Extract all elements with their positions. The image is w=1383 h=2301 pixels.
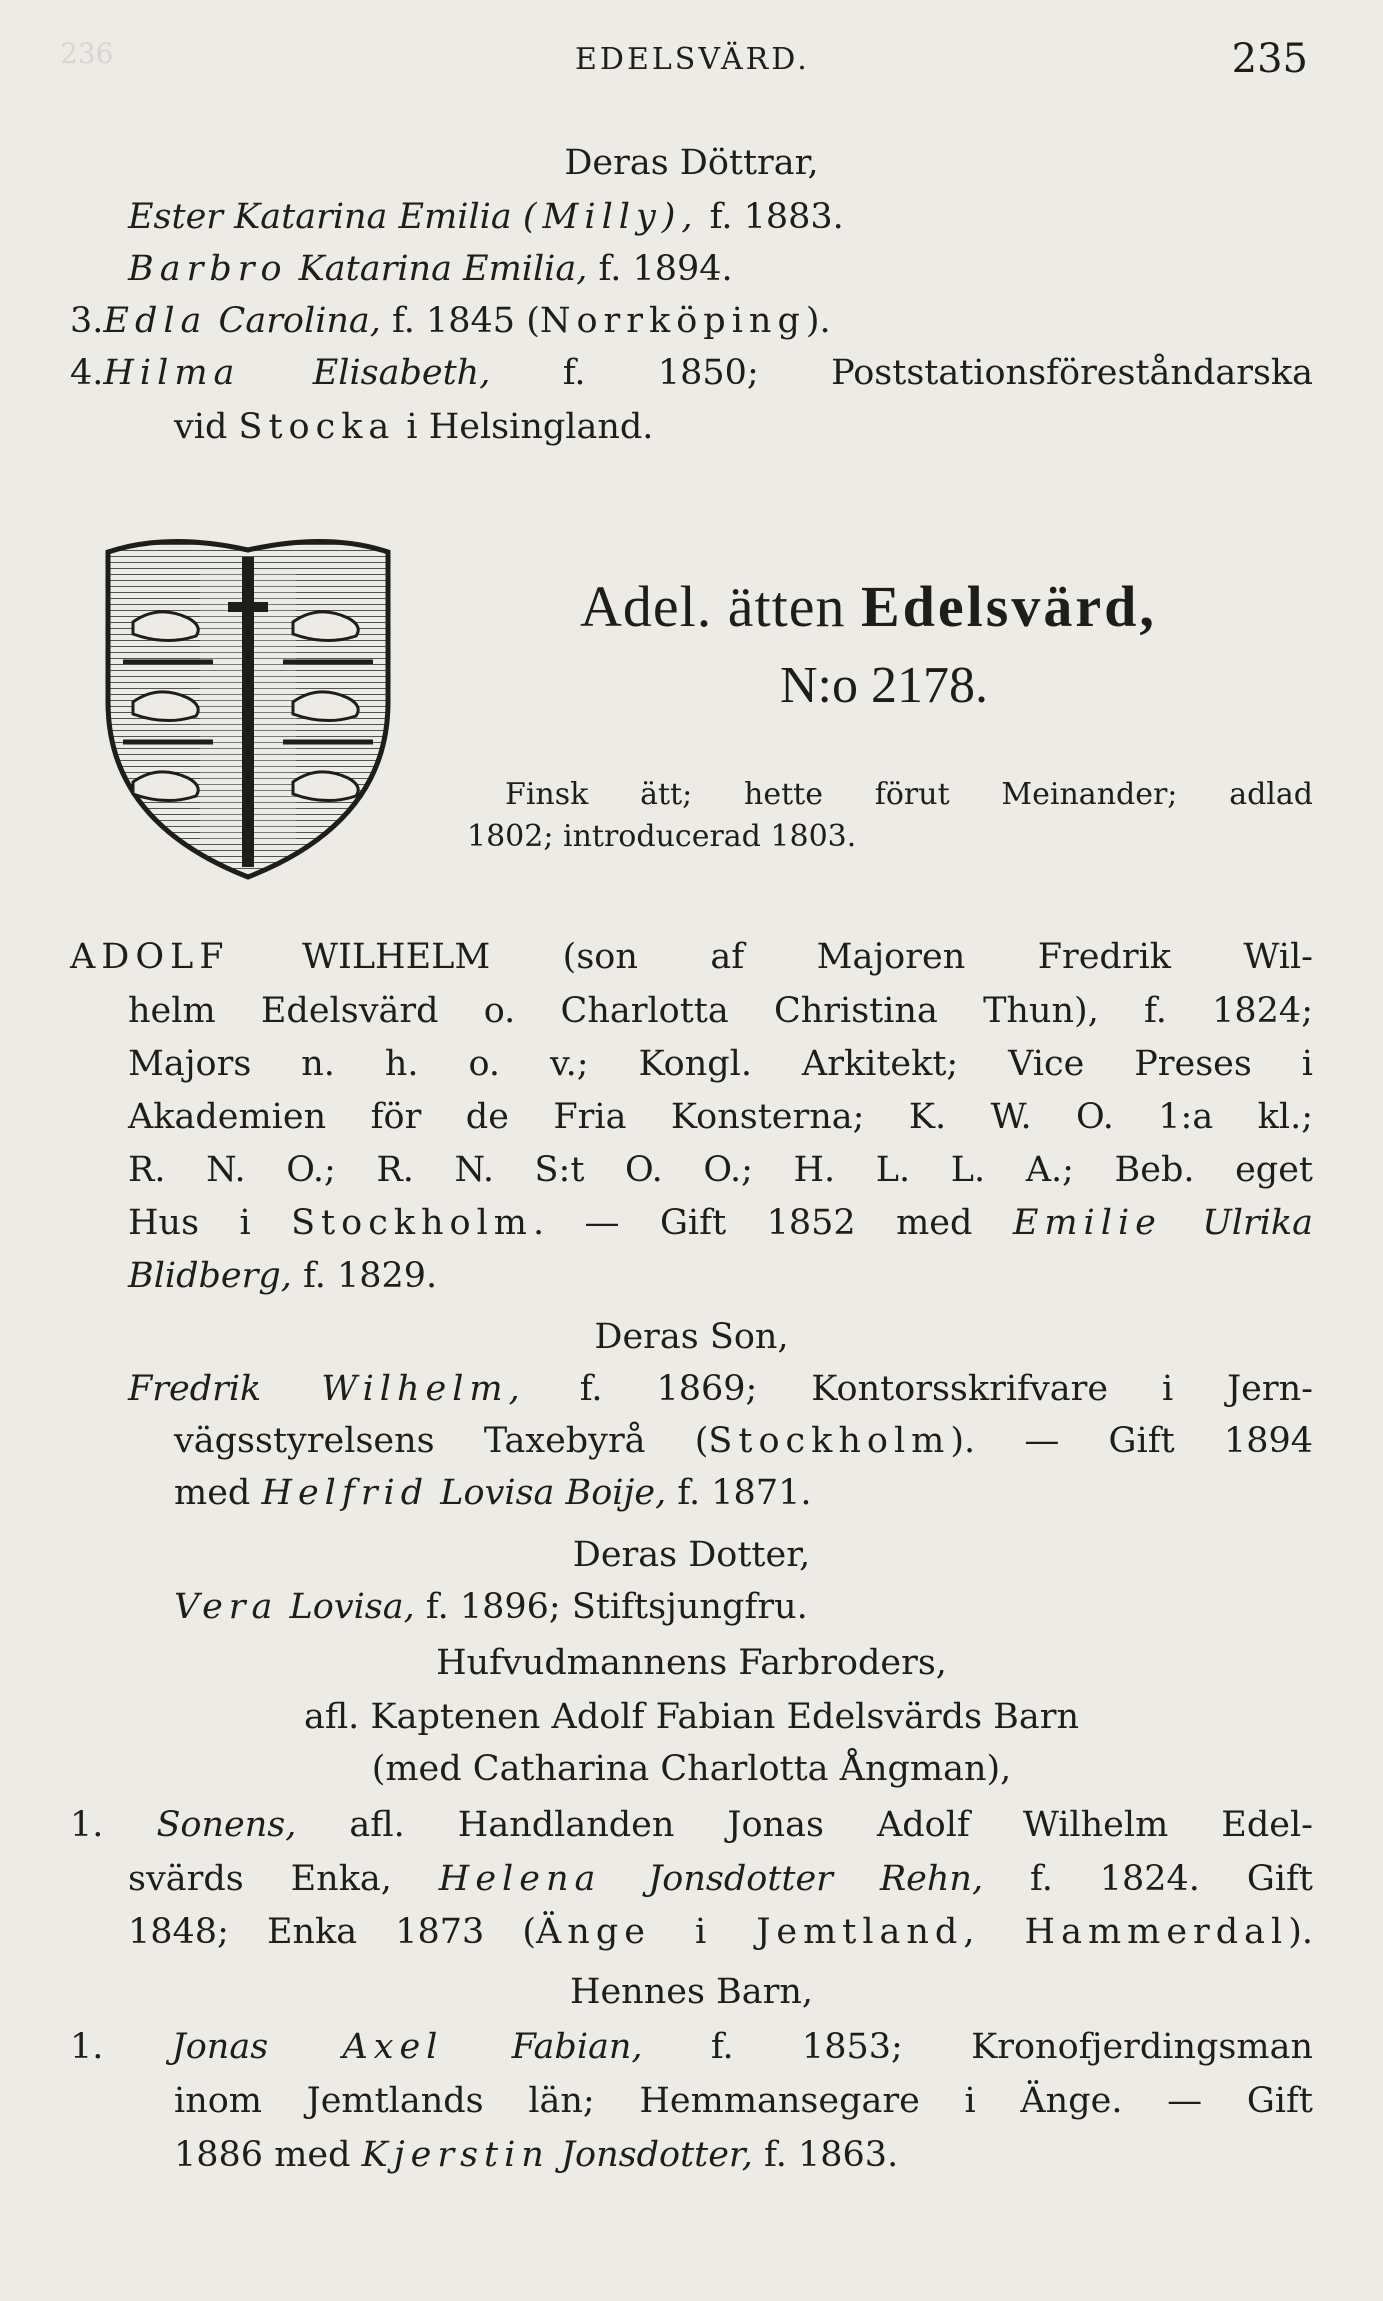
entry-line: Blidberg, f. 1829. <box>128 1256 438 1296</box>
entry-line: svärds Enka, Helena Jonsdotter Rehn, f. 1824. Gift <box>128 1859 1313 1899</box>
heading-deras-dotter: Deras Dotter, <box>572 1535 811 1575</box>
entry-line: Majors n. h. o. v.; Kongl. Arkitekt; Vice Preses i <box>128 1044 1313 1084</box>
entry-line: Hus i Stockholm. — Gift 1852 med Emilie Ulrika <box>128 1203 1313 1243</box>
entry-line: Fredrik Wilhelm, f. 1869; Kontorsskrifvare i Jern- <box>128 1369 1313 1409</box>
entry-line: 1. Sonens, afl. Handlanden Jonas Adolf Wilhelm Edel- <box>70 1805 1313 1845</box>
family-number: N:o 2178. <box>780 657 988 714</box>
heading-parentage: (med Catharina Charlotta Ångman), <box>371 1749 1012 1789</box>
entry-line: med Helfrid Lovisa Boije, f. 1871. <box>174 1473 812 1513</box>
entry-line: 4.Hilma Elisabeth, f. 1850; Poststationsföreståndarska <box>70 353 1313 393</box>
entry-line: Akademien för de Fria Konsterna; K. W. O. 1:a kl.; <box>128 1097 1313 1137</box>
entry-line: R. N. O.; R. N. S:t O. O.; H. L. L. A.; Beb. eget <box>128 1150 1313 1190</box>
entry-line: 1886 med Kjerstin Jonsdotter, f. 1863. <box>174 2135 899 2175</box>
entry-line: vid Stocka i Helsingland. <box>174 407 654 447</box>
running-title: EDELSVÄRD. <box>575 42 810 77</box>
entry-line: 3.Edla Carolina, f. 1845 (Norrköping). <box>70 301 831 341</box>
entry-line: helm Edelsvärd o. Charlotta Christina Thun), f. 1824; <box>128 991 1313 1031</box>
page-number: 235 <box>1231 36 1308 82</box>
entry-line: Vera Lovisa, f. 1896; Stiftsjungfru. <box>174 1587 808 1627</box>
heading-deras-son: Deras Son, <box>594 1317 789 1357</box>
entry-line: Ester Katarina Emilia (Milly), f. 1883. <box>128 197 844 237</box>
family-note: 1802; introducerad 1803. <box>467 819 857 854</box>
page-header <box>0 28 1383 88</box>
heading-farbroders: Hufvudmannens Farbroders, <box>436 1643 947 1683</box>
heading-deras-dottrar: Deras Döttrar, <box>564 143 819 183</box>
family-title: Adel. ätten Edelsvärd, <box>580 574 1157 639</box>
entry-line: ADOLF WILHELM (son af Majoren Fredrik Wil- <box>70 937 1313 977</box>
coat-of-arms-icon <box>88 532 408 892</box>
entry-line: inom Jemtlands län; Hemmansegare i Änge. — Gift <box>174 2081 1313 2121</box>
entry-line: 1848; Enka 1873 (Änge i Jemtland, Hammerdal). <box>128 1912 1314 1952</box>
entry-line: Barbro Katarina Emilia, f. 1894. <box>128 249 733 289</box>
entry-line: 1. Jonas Axel Fabian, f. 1853; Kronofjerdingsman <box>70 2027 1313 2067</box>
bleed-through-text: 236 <box>60 37 114 70</box>
family-note: Finsk ätt; hette förut Meinander; adlad <box>505 777 1313 812</box>
entry-line: vägsstyrelsens Taxebyrå (Stockholm). — Gift 1894 <box>174 1421 1313 1461</box>
heading-barn: afl. Kaptenen Adolf Fabian Edelsvärds Barn <box>303 1697 1080 1737</box>
heading-hennes-barn: Hennes Barn, <box>569 1972 814 2012</box>
